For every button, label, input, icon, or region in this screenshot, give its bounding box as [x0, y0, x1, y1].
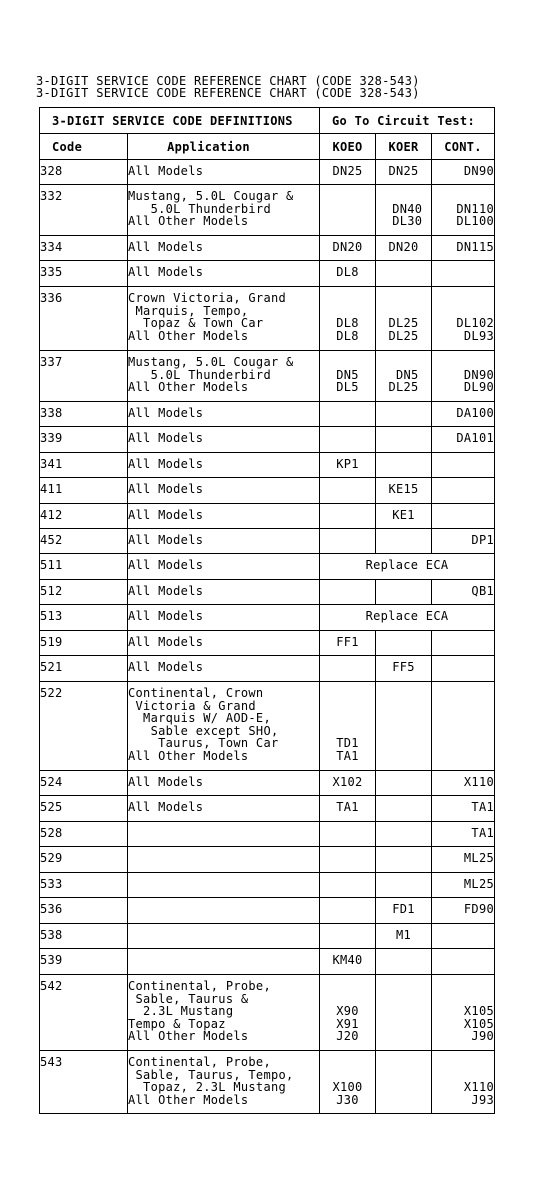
- application-cell: All Models: [128, 656, 320, 682]
- koeo-cell: DL8 DL8: [320, 287, 376, 351]
- table-row: [40, 682, 495, 771]
- code-cell: 536: [40, 898, 128, 924]
- code-cell: 452: [40, 529, 128, 554]
- definitions-header: 3-DIGIT SERVICE CODE DEFINITIONS: [40, 108, 320, 134]
- table-row: [40, 261, 495, 287]
- koeo-cell: [320, 185, 376, 236]
- service-code-table: [39, 107, 495, 1114]
- code-cell: 332: [40, 185, 128, 236]
- cont-cell: ML25: [432, 847, 495, 873]
- koeo-cell: [320, 402, 376, 427]
- application-cell: [128, 873, 320, 898]
- cont-cell: TA1: [432, 796, 495, 822]
- koeo-cell: X90 X91 J20: [320, 975, 376, 1051]
- cont-cell: [432, 504, 495, 529]
- application-cell: [128, 924, 320, 949]
- table-row: [40, 949, 495, 975]
- koer-cell: [376, 682, 432, 771]
- application-cell: All Models: [128, 529, 320, 554]
- table-row: [40, 160, 495, 185]
- application-column-header: Application: [128, 134, 320, 160]
- table-row: [40, 427, 495, 453]
- application-cell: All Models: [128, 796, 320, 822]
- koer-cell: DL25 DL25: [376, 287, 432, 351]
- koer-cell: [376, 796, 432, 822]
- koer-cell: [376, 453, 432, 478]
- code-column-header: Code: [40, 134, 128, 160]
- koer-cell: DN40 DL30: [376, 185, 432, 236]
- table-row: [40, 656, 495, 682]
- cont-cell: DA100: [432, 402, 495, 427]
- table-row: [40, 504, 495, 529]
- cont-cell: X110: [432, 771, 495, 796]
- application-cell: All Models: [128, 478, 320, 504]
- code-cell: 538: [40, 924, 128, 949]
- table-row: [40, 822, 495, 847]
- koeo-cell: DN5 DL5: [320, 351, 376, 402]
- koeo-cell: X100 J30: [320, 1051, 376, 1114]
- koeo-column-header: KOEO: [320, 134, 376, 160]
- cont-cell: [432, 682, 495, 771]
- koeo-cell: DN25: [320, 160, 376, 185]
- koeo-cell: KP1: [320, 453, 376, 478]
- table-row: [40, 478, 495, 504]
- application-cell: All Models: [128, 160, 320, 185]
- cont-cell: [432, 631, 495, 656]
- code-cell: 519: [40, 631, 128, 656]
- application-cell: All Models: [128, 261, 320, 287]
- code-cell: 334: [40, 236, 128, 261]
- application-cell: [128, 898, 320, 924]
- koer-cell: [376, 873, 432, 898]
- koer-cell: FD1: [376, 898, 432, 924]
- application-cell: Continental, Probe, Sable, Taurus, Tempo, Topaz, 2.3L Mustang All Other Models: [128, 1051, 320, 1114]
- koeo-cell: [320, 822, 376, 847]
- koeo-cell: [320, 427, 376, 453]
- koer-cell: [376, 427, 432, 453]
- cont-cell: DP1: [432, 529, 495, 554]
- koeo-cell: [320, 873, 376, 898]
- application-cell: All Models: [128, 554, 320, 580]
- cont-cell: [432, 949, 495, 975]
- chart-title-duplicate: 3-DIGIT SERVICE CODE REFERENCE CHART (CODE 328-543): [36, 86, 420, 100]
- koeo-cell: [320, 504, 376, 529]
- code-cell: 513: [40, 605, 128, 631]
- koer-cell: [376, 580, 432, 605]
- koeo-cell: [320, 656, 376, 682]
- application-cell: All Models: [128, 427, 320, 453]
- koeo-cell: [320, 580, 376, 605]
- koer-cell: DN5 DL25: [376, 351, 432, 402]
- table-row: [40, 351, 495, 402]
- koeo-cell: [320, 529, 376, 554]
- header-row-columns: [40, 134, 495, 160]
- table-row: [40, 402, 495, 427]
- koer-cell: [376, 1051, 432, 1114]
- koer-cell: DN25: [376, 160, 432, 185]
- application-cell: [128, 847, 320, 873]
- koeo-cell: KM40: [320, 949, 376, 975]
- application-cell: All Models: [128, 453, 320, 478]
- code-cell: 522: [40, 682, 128, 771]
- application-cell: All Models: [128, 605, 320, 631]
- koer-cell: [376, 261, 432, 287]
- table-row: [40, 1051, 495, 1114]
- cont-cell: [432, 261, 495, 287]
- table-row: [40, 898, 495, 924]
- code-cell: 335: [40, 261, 128, 287]
- application-cell: All Models: [128, 580, 320, 605]
- table-row: [40, 529, 495, 554]
- cont-cell: [432, 453, 495, 478]
- table-row: [40, 796, 495, 822]
- koer-cell: [376, 975, 432, 1051]
- koer-cell: M1: [376, 924, 432, 949]
- code-cell: 525: [40, 796, 128, 822]
- koeo-cell: [320, 478, 376, 504]
- code-cell: 339: [40, 427, 128, 453]
- replace-eca-cell: Replace ECA: [320, 554, 495, 580]
- code-cell: 338: [40, 402, 128, 427]
- application-cell: All Models: [128, 402, 320, 427]
- cont-cell: QB1: [432, 580, 495, 605]
- cont-cell: DL102 DL93: [432, 287, 495, 351]
- cont-cell: [432, 656, 495, 682]
- code-cell: 521: [40, 656, 128, 682]
- table-row: [40, 605, 495, 631]
- code-cell: 533: [40, 873, 128, 898]
- table-row: [40, 631, 495, 656]
- cont-column-header: CONT.: [432, 134, 495, 160]
- cont-cell: [432, 924, 495, 949]
- table-row: [40, 873, 495, 898]
- koeo-cell: [320, 898, 376, 924]
- koer-cell: FF5: [376, 656, 432, 682]
- table-row: [40, 287, 495, 351]
- code-cell: 328: [40, 160, 128, 185]
- koer-cell: KE15: [376, 478, 432, 504]
- code-cell: 511: [40, 554, 128, 580]
- koer-column-header: KOER: [376, 134, 432, 160]
- code-cell: 528: [40, 822, 128, 847]
- koer-cell: [376, 949, 432, 975]
- koeo-cell: DN20: [320, 236, 376, 261]
- table-row: [40, 847, 495, 873]
- table-row: [40, 554, 495, 580]
- code-cell: 529: [40, 847, 128, 873]
- koer-cell: [376, 529, 432, 554]
- koer-cell: DN20: [376, 236, 432, 261]
- table-row: [40, 236, 495, 261]
- code-cell: 542: [40, 975, 128, 1051]
- koeo-cell: DL8: [320, 261, 376, 287]
- koeo-cell: TA1: [320, 796, 376, 822]
- code-cell: 512: [40, 580, 128, 605]
- code-cell: 412: [40, 504, 128, 529]
- cont-cell: DN110 DL100: [432, 185, 495, 236]
- cont-cell: X110 J93: [432, 1051, 495, 1114]
- table-row: [40, 580, 495, 605]
- koer-cell: KE1: [376, 504, 432, 529]
- cont-cell: TA1: [432, 822, 495, 847]
- table-row: [40, 771, 495, 796]
- koer-cell: [376, 631, 432, 656]
- cont-cell: DN90 DL90: [432, 351, 495, 402]
- cont-cell: DN90: [432, 160, 495, 185]
- application-cell: Crown Victoria, Grand Marquis, Tempo, Topaz & Town Car All Other Models: [128, 287, 320, 351]
- koeo-cell: FF1: [320, 631, 376, 656]
- code-cell: 341: [40, 453, 128, 478]
- header-row-top: [40, 108, 495, 134]
- chart-title: 3-DIGIT SERVICE CODE REFERENCE CHART (CODE 328-543): [36, 74, 420, 88]
- goto-circuit-header: Go To Circuit Test:: [320, 108, 495, 134]
- application-cell: [128, 949, 320, 975]
- koer-cell: [376, 822, 432, 847]
- application-cell: Continental, Probe, Sable, Taurus & 2.3L Mustang Tempo & Topaz All Other Models: [128, 975, 320, 1051]
- cont-cell: DN115: [432, 236, 495, 261]
- application-cell: All Models: [128, 236, 320, 261]
- koer-cell: [376, 847, 432, 873]
- table-row: [40, 453, 495, 478]
- application-cell: All Models: [128, 771, 320, 796]
- application-cell: Continental, Crown Victoria & Grand Marquis W/ AOD-E, Sable except SHO, Taurus, Town Car All Other Models: [128, 682, 320, 771]
- application-cell: All Models: [128, 504, 320, 529]
- code-cell: 524: [40, 771, 128, 796]
- koeo-cell: [320, 924, 376, 949]
- cont-cell: ML25: [432, 873, 495, 898]
- code-cell: 543: [40, 1051, 128, 1114]
- table-row: [40, 185, 495, 236]
- code-cell: 336: [40, 287, 128, 351]
- application-cell: [128, 822, 320, 847]
- code-cell: 337: [40, 351, 128, 402]
- application-cell: Mustang, 5.0L Cougar & 5.0L Thunderbird All Other Models: [128, 185, 320, 236]
- cont-cell: [432, 478, 495, 504]
- table-row: [40, 924, 495, 949]
- code-cell: 539: [40, 949, 128, 975]
- application-cell: All Models: [128, 631, 320, 656]
- cont-cell: DA101: [432, 427, 495, 453]
- cont-cell: FD90: [432, 898, 495, 924]
- koeo-cell: [320, 847, 376, 873]
- koer-cell: [376, 402, 432, 427]
- table-row: [40, 975, 495, 1051]
- replace-eca-cell: Replace ECA: [320, 605, 495, 631]
- cont-cell: X105 X105 J90: [432, 975, 495, 1051]
- code-cell: 411: [40, 478, 128, 504]
- koeo-cell: TD1 TA1: [320, 682, 376, 771]
- application-cell: Mustang, 5.0L Cougar & 5.0L Thunderbird All Other Models: [128, 351, 320, 402]
- koeo-cell: X102: [320, 771, 376, 796]
- koer-cell: [376, 771, 432, 796]
